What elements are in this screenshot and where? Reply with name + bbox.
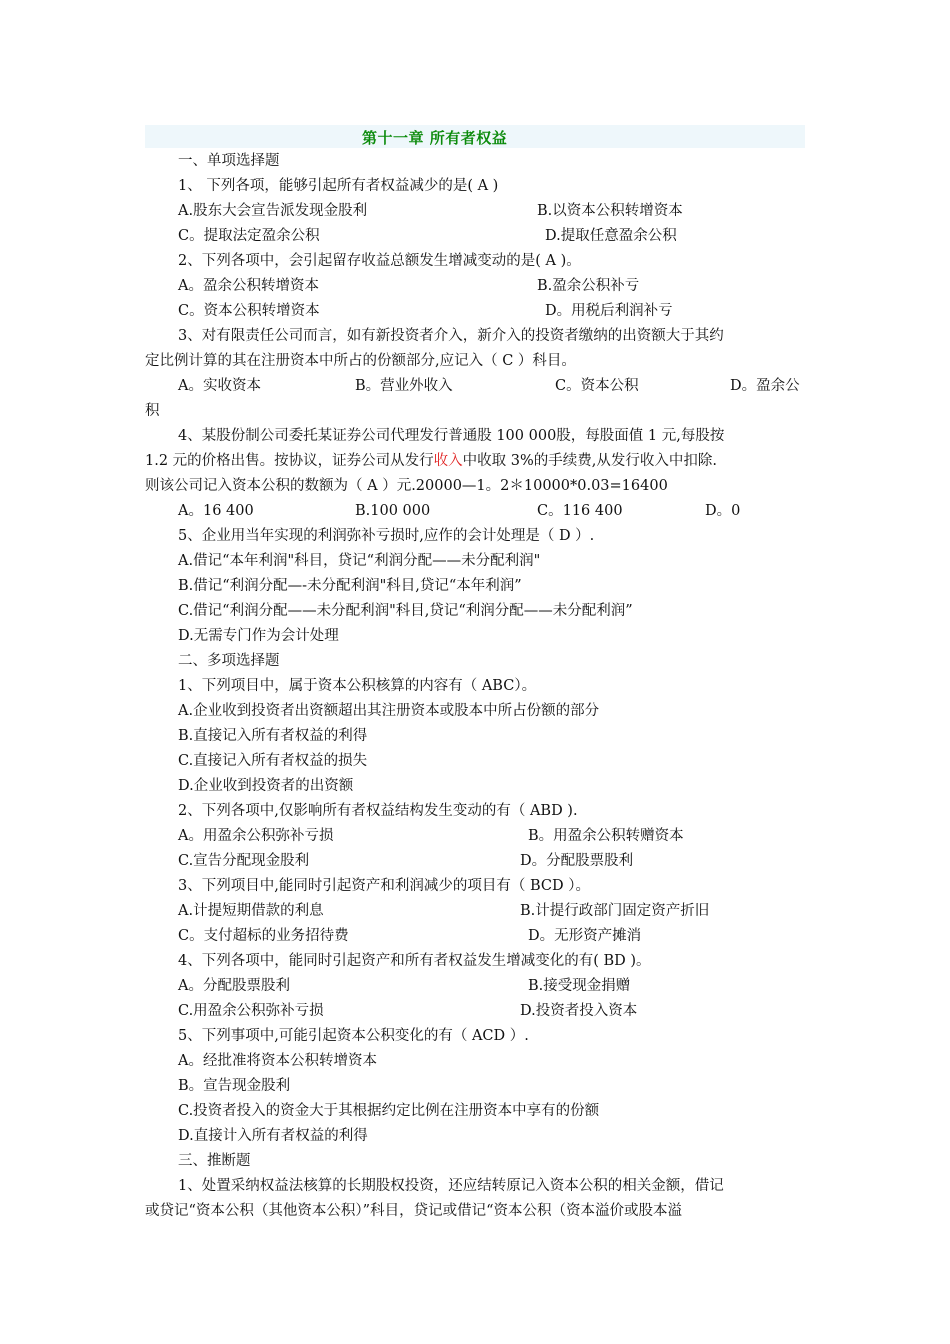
option-c: C.宣告分配现金股利: [178, 853, 310, 869]
stem-text: 中收取 3%的手续费,从发行收入中扣除.: [462, 453, 718, 469]
option-b: B。营业外收入: [355, 378, 453, 394]
question-stem: 1、处置采纳权益法核算的长期股权投资，还应结转原记入资本公积的相关金额，借记: [178, 1178, 724, 1194]
option-d: D。分配股票股利: [520, 853, 634, 869]
option-c: C。资本公积转增资本: [178, 303, 320, 319]
question-stem-continued: 定比例计算的其在注册资本中所占的份额部分,应记入（ C ）科目。: [145, 353, 576, 369]
option-c: C.直接记入所有者权益的损失: [178, 753, 368, 769]
option-a: A.股东大会宣告派发现金股利: [178, 203, 368, 219]
option-b: B.直接记入所有者权益的利得: [178, 728, 368, 744]
option-c: C。提取法定盈余公积: [178, 228, 320, 244]
question-stem-continued: 或贷记“资本公积（其他资本公积）”科目，贷记或借记“资本公积（资本溢价或股本溢: [145, 1203, 682, 1219]
option-b: B。宣告现金股利: [178, 1078, 291, 1094]
question-stem: 1、下列项目中，属于资本公积核算的内容有（ ABC）。: [178, 678, 537, 694]
option-d: D。用税后利润补亏: [545, 303, 673, 319]
option-a: A。经批准将资本公积转增资本: [178, 1053, 377, 1069]
option-c: C。116 400: [537, 503, 623, 519]
option-b: B.接受现金捐赠: [528, 978, 631, 994]
option-c: C.投资者投入的资金大于其根据约定比例在注册资本中享有的份额: [178, 1103, 600, 1119]
question-stem: 4、某股份制公司委托某证券公司代理发行普通股 100 000股，每股面值 1 元,每股按: [178, 428, 725, 444]
option-b: B.借记“利润分配—-未分配利润"科目,贷记“本年利润”: [178, 578, 522, 594]
option-b: B。用盈余公积转赠资本: [528, 828, 684, 844]
question-stem: 2、下列各项中，会引起留存收益总额发生增减变动的是( A )。: [178, 253, 581, 269]
question-stem: 1、 下列各项，能够引起所有者权益减少的是( A ): [178, 178, 499, 194]
question-stem-continued: [145, 451, 717, 471]
option-a: A.借记“本年利润"科目，贷记“利润分配——未分配利润": [178, 553, 541, 569]
question-stem: 5、下列事项中,可能引起资本公积变化的有（ ACD ）.: [178, 1028, 529, 1044]
option-d: D.直接计入所有者权益的利得: [178, 1128, 368, 1144]
question-stem: 4、下列各项中，能同时引起资产和所有者权益发生增减变化的有( BD )。: [178, 953, 651, 969]
question-stem: 2、下列各项中,仅影响所有者权益结构发生变动的有（ ABD ).: [178, 803, 578, 819]
option-b: B.盈余公积补亏: [537, 278, 640, 294]
option-b: B.100 000: [355, 503, 431, 519]
option-a: A。分配股票股利: [178, 978, 290, 994]
stem-text: 1.2 元的价格出售。按协议，证券公司从发行: [145, 453, 434, 469]
option-d: D.企业收到投资者的出资额: [178, 778, 354, 794]
question-stem: 5、企业用当年实现的利润弥补亏损时,应作的会计处理是（ D ）.: [178, 528, 595, 544]
highlighted-term: 收入: [433, 453, 463, 469]
option-a: A。16 400: [178, 503, 254, 519]
question-stem: 3、下列项目中,能同时引起资产和利润减少的项目有（ BCD ）。: [178, 878, 590, 894]
option-a: A。用盈余公积弥补亏损: [178, 828, 334, 844]
option-d: D。0: [705, 503, 741, 519]
section-heading-multi: 二、多项选择题: [178, 653, 280, 669]
option-d: D。无形资产摊消: [528, 928, 642, 944]
option-d: D.提取任意盈余公积: [545, 228, 677, 244]
option-a: A。盈余公积转增资本: [178, 278, 319, 294]
option-c: C.用盈余公积弥补亏损: [178, 1003, 324, 1019]
question-stem: 3、对有限责任公司而言，如有新投资者介入，新介入的投资者缴纳的出资额大于其约: [178, 328, 724, 344]
option-b: B.计提行政部门固定资产折旧: [520, 903, 710, 919]
option-b: B.以资本公积转增资本: [537, 203, 683, 219]
option-d: D。盈余公: [730, 378, 800, 394]
option-c: C.借记“利润分配——未分配利润"科目,贷记“利润分配——未分配利润”: [178, 603, 633, 619]
section-heading-judge: 三、推断题: [178, 1153, 251, 1169]
chapter-title: 第十一章 所有者权益: [362, 129, 508, 147]
option-c: C。支付超标的业务招待费: [178, 928, 349, 944]
option-c: C。资本公积: [555, 378, 639, 394]
option-a: A。实收资本: [178, 378, 261, 394]
option-d: D.无需专门作为会计处理: [178, 628, 339, 644]
option-a: A.计提短期借款的利息: [178, 903, 324, 919]
section-heading-single: 一、单项选择题: [178, 153, 280, 169]
option-a: A.企业收到投资者出资额超出其注册资本或股本中所占份额的部分: [178, 703, 600, 719]
question-stem-continued: 则该公司记入资本公积的数额为（ A ）元.20000—1。2＊10000*0.03=16400: [145, 478, 668, 494]
option-d: D.投资者投入资本: [520, 1003, 638, 1019]
option-d-continued: 积: [145, 403, 160, 419]
